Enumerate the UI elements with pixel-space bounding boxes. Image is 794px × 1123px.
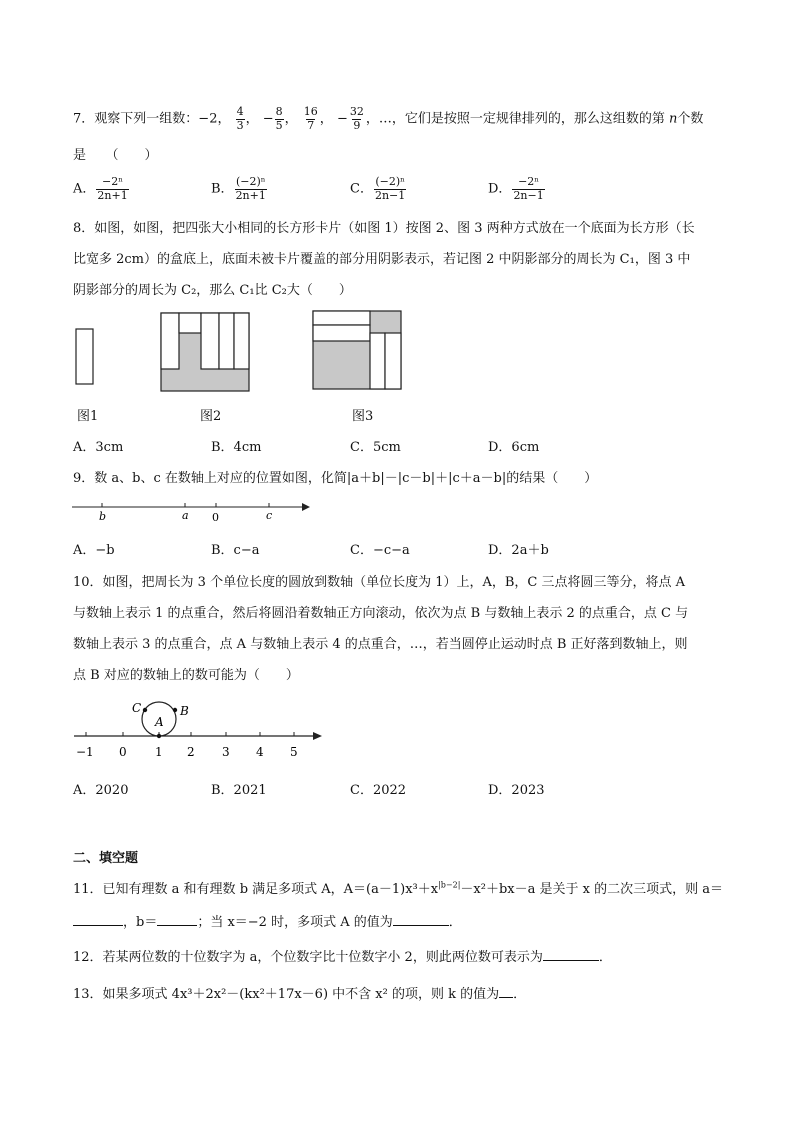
q9-option-b[interactable]: B．c−a bbox=[211, 543, 260, 558]
q7-rest: ，…，它们是按照一定规律排列的，那么这组数的第 bbox=[365, 111, 665, 127]
q8-option-c[interactable]: C．5cm bbox=[350, 440, 401, 455]
svg-text:3: 3 bbox=[222, 745, 230, 759]
q7-tail: 个数 bbox=[677, 111, 704, 127]
q10-line2: 与数轴上表示 1 的点重合，然后将圆沿着数轴正方向滚动，依次为点 B 与数轴上表示 2 的点重合，点 C 与 bbox=[73, 606, 689, 621]
q8-option-d[interactable]: D．6cm bbox=[488, 440, 540, 455]
q11-blank-value[interactable] bbox=[393, 925, 449, 926]
q13-blank[interactable] bbox=[499, 997, 513, 998]
q10-line1: 10．如图，把周长为 3 个单位长度的圆放到数轴（单位长度为 1）上，A，B，C 三点将圆三等分，将点 A bbox=[73, 575, 686, 590]
fig3-label: 图3 bbox=[352, 409, 374, 424]
q10-line3: 数轴上表示 3 的点重合，点 A 与数轴上表示 4 的点重合，…，若当圆停止运动时点 B 正好落到数轴上，则 bbox=[73, 637, 688, 652]
q7-term-3: $\frac{8}{5}$ bbox=[275, 105, 283, 132]
q10-option-b[interactable]: B．2021 bbox=[211, 783, 267, 798]
q7-intro: 观察下列一组数： bbox=[94, 111, 199, 127]
q7-term-2: $\frac{4}{3}$ bbox=[236, 105, 244, 132]
point-b bbox=[173, 708, 177, 712]
svg-text:5: 5 bbox=[290, 745, 298, 759]
q10-option-a[interactable]: A．2020 bbox=[73, 783, 129, 798]
q8-option-a[interactable]: A．3cm bbox=[73, 440, 124, 455]
q7-number: 7． bbox=[73, 111, 95, 127]
q9-label-a: a bbox=[182, 509, 189, 522]
q7-option-c[interactable]: C． $\frac{\text{(−2)ⁿ}}{2n-1}$ bbox=[350, 175, 406, 202]
q9-stem: 9．数 a、b、c 在数轴上对应的位置如图，化简|a＋b|－|c－b|＋|c＋a－b|的结果（ ） bbox=[73, 471, 598, 486]
q7-term-5: $\frac{32}{9}$ bbox=[349, 105, 364, 132]
q7-option-a[interactable]: A． $\frac{\text{−2ⁿ}}{2n+1}$ bbox=[73, 175, 128, 202]
q8-line1: 8．如图，如图，把四张大小相同的长方形卡片（如图 1）按图 2、图 3 两种方式放在一个底面为长方形（长 bbox=[73, 221, 695, 236]
q7-n: n bbox=[669, 111, 678, 127]
point-a-contact bbox=[157, 734, 161, 738]
svg-text:A: A bbox=[155, 715, 164, 729]
svg-text:4: 4 bbox=[256, 745, 264, 759]
q8-line3: 阴影部分的周长为 C₂，那么 C₁比 C₂大（ ） bbox=[73, 283, 352, 298]
q10-option-c[interactable]: C．2022 bbox=[350, 783, 407, 798]
svg-text:1: 1 bbox=[155, 745, 163, 759]
q12-blank[interactable] bbox=[543, 960, 599, 961]
point-c bbox=[143, 708, 147, 712]
q11-line1: 11．已知有理数 a 和有理数 b 满足多项式 A，$A=(a-1)x^3+x^{|b-2|}-x^2+bx-a$ 是关于 x 的二次三项式，则 a＝ bbox=[73, 880, 723, 897]
q7-option-b[interactable]: B． $\frac{\text{(−2)ⁿ}}{2n+1}$ bbox=[211, 175, 266, 202]
q7-line2: 是 （ ） bbox=[73, 148, 158, 163]
svg-text:C: C bbox=[132, 701, 142, 715]
q8-line2: 比宽多 2cm）的盒底上，底面未被卡片覆盖的部分用阴影表示，若记图 2 中阴影部分的周长为 C₁，图 3 中 bbox=[73, 252, 691, 267]
svg-text:0: 0 bbox=[119, 745, 127, 759]
q9-option-a[interactable]: A．−b bbox=[73, 543, 115, 558]
q7-term-4: $\frac{16}{7}$ bbox=[303, 105, 318, 132]
q7-stem: 7．观察下列一组数：−2， $\frac{4}{3}$ ， − $\frac{8}{5}$ ， $\frac{16}{7}$ ， − $\frac{32}{9}$ ，…，它们是按照一定规律排列的，那么这组数的第 n个数 bbox=[73, 105, 704, 132]
q11-blank-b[interactable] bbox=[157, 925, 197, 926]
q9-number-line bbox=[70, 497, 320, 527]
svg-text:B: B bbox=[180, 704, 189, 718]
q9-label-b: b bbox=[99, 510, 107, 523]
q10-figure bbox=[70, 695, 330, 765]
fig2-label: 图2 bbox=[200, 409, 222, 424]
q12-stem: 12．若某两位数的十位数字为 a，个位数字比十位数字小 2，则此两位数可表示为 ． bbox=[73, 950, 612, 965]
fig1-label: 图1 bbox=[77, 409, 99, 424]
q9-option-d[interactable]: D．2a＋b bbox=[488, 543, 549, 558]
svg-text:−1: −1 bbox=[76, 745, 94, 759]
q9-label-0: 0 bbox=[212, 511, 219, 524]
fig1-card bbox=[76, 329, 93, 384]
svg-text:2: 2 bbox=[187, 745, 195, 759]
q11-blank-a[interactable] bbox=[73, 925, 123, 926]
q10-option-d[interactable]: D．2023 bbox=[488, 783, 545, 798]
q9-label-c: c bbox=[266, 509, 273, 522]
q8-figures bbox=[60, 305, 420, 405]
q8-option-b[interactable]: B．4cm bbox=[211, 440, 262, 455]
section-title: 二、填空题 bbox=[73, 851, 139, 866]
q7-first-term: −2， bbox=[198, 111, 231, 127]
q7-option-d[interactable]: D． $\frac{\text{−2ⁿ}}{2n-1}$ bbox=[488, 175, 544, 202]
q9-option-c[interactable]: C．−c−a bbox=[350, 543, 410, 558]
q13-stem: 13．如果多项式 4x³＋2x²－(kx²＋17x－6) 中不含 x² 的项，则 k 的值为 ． bbox=[73, 987, 527, 1002]
q10-line4: 点 B 对应的数轴上的数可能为（ ） bbox=[73, 668, 299, 683]
q11-line2: ，b＝ ；当 x＝−2 时，多项式 A 的值为 ． bbox=[73, 911, 462, 930]
